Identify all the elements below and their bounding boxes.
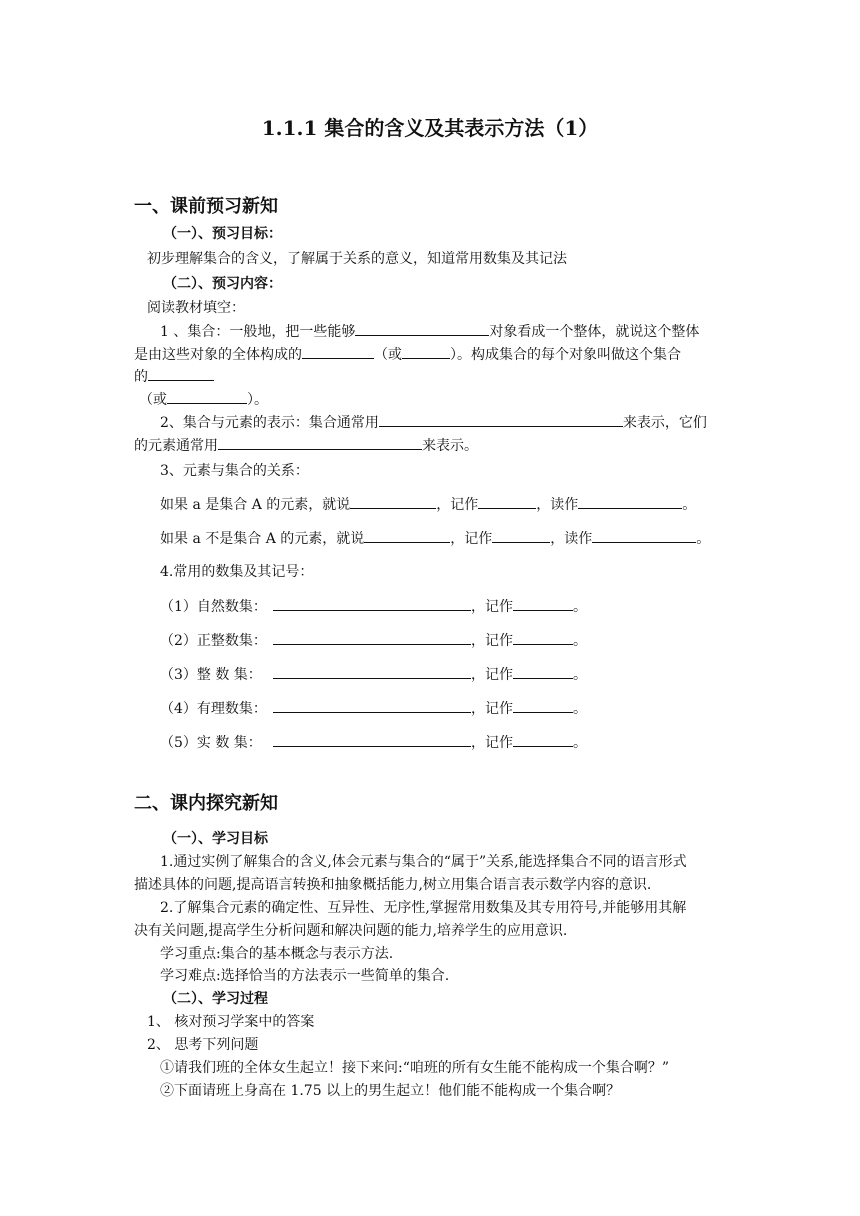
item1-line3	[134, 366, 214, 387]
number-set-note: ，记作	[471, 701, 513, 717]
item1-text-e: ）。构成集合的每个对象叫做这个集合	[450, 347, 681, 363]
number-set-row	[160, 732, 587, 753]
number-set-label: （3）整 数 集：	[160, 667, 262, 683]
item1-text-g: （或	[139, 392, 167, 408]
item1-line2	[134, 344, 681, 365]
not-belong-line	[160, 528, 710, 549]
item1-text-b: 对象看成一个整体，就说这个整体	[489, 324, 700, 340]
number-set-end: 。	[573, 633, 587, 649]
notbelong-text-b: ，记作	[450, 531, 493, 547]
belong-text-c: ，读作	[536, 497, 579, 513]
fill-blank[interactable]	[273, 596, 471, 611]
process-step-2: 2、 思考下列问题	[147, 1037, 259, 1053]
goal2-line1: 2.了解集合元素的确定性、互异性、无序性,掌握常用数集及其专用符号,并能够用其解	[160, 900, 687, 916]
belong-text-d: 。	[682, 497, 697, 513]
item1-line4	[139, 389, 268, 410]
fill-blank[interactable]	[218, 435, 422, 450]
number-set-end: 。	[573, 701, 587, 717]
fill-blank[interactable]	[592, 528, 696, 543]
number-set-label: （5）实 数 集：	[160, 735, 262, 751]
number-set-label: （2）正整数集：	[160, 633, 267, 649]
preview-content-heading: （二）、预习内容：	[163, 276, 282, 292]
number-set-end: 。	[573, 667, 587, 683]
fill-blank[interactable]	[273, 732, 471, 747]
fill-blank[interactable]	[273, 698, 471, 713]
goal1-line1: 1.通过实例了解集合的含义,体会元素与集合的“属于”关系,能选择集合不同的语言形式	[160, 854, 687, 870]
item2-line2	[134, 435, 478, 456]
fill-blank[interactable]	[302, 344, 374, 359]
fill-blank[interactable]	[578, 494, 682, 509]
number-set-label: （1）自然数集：	[160, 599, 267, 615]
item1-text-f: 的	[134, 369, 148, 385]
item2-text-a: 2、集合与元素的表示：集合通常用	[160, 415, 379, 431]
belong-text-a: 如果 a 是集合 A 的元素，就说	[160, 497, 351, 513]
read-instruction: 阅读教材填空：	[147, 300, 245, 316]
goal1-line2: 描述具体的问题,提高语言转换和抽象概括能力,树立用集合语言表示数学内容的意识.	[134, 877, 652, 893]
question-2: ②下面请班上身高在 1.75 以上的男生起立！他们能不能构成一个集合啊？	[160, 1083, 621, 1099]
item2-text-c: 的元素通常用	[134, 438, 218, 454]
preview-goal-text: 初步理解集合的含义，了解属于关系的意义，知道常用数集及其记法	[147, 251, 567, 267]
fill-blank[interactable]	[350, 494, 436, 509]
fill-blank[interactable]	[167, 389, 247, 404]
goal2-line2: 决有关问题,提高学生分析问题和解决问题的能力,培养学生的应用意识.	[134, 923, 568, 939]
section1-heading: 一、课前预习新知	[134, 196, 278, 217]
document-title: 1.1.1 集合的含义及其表示方法（1）	[261, 116, 599, 140]
item2-text-b: 来表示，它们	[622, 415, 707, 431]
item1-text-h: ）。	[247, 392, 268, 408]
fill-blank[interactable]	[478, 494, 536, 509]
item1-text-c: 是由这些对象的全体构成的	[134, 347, 302, 363]
item1-text-d: （或	[374, 347, 402, 363]
key-point: 学习重点:集合的基本概念与表示方法.	[160, 946, 394, 962]
number-set-row	[160, 630, 587, 651]
fill-blank[interactable]	[364, 528, 450, 543]
fill-blank[interactable]	[355, 321, 489, 336]
item2-line1	[160, 412, 707, 433]
number-set-note: ，记作	[471, 599, 513, 615]
learning-goal-heading: （一）、学习目标	[163, 831, 268, 847]
number-set-row	[160, 664, 587, 685]
fill-blank[interactable]	[379, 412, 623, 427]
item4-heading: 4.常用的数集及其记号：	[160, 564, 314, 580]
item1-line1	[160, 321, 699, 342]
number-set-note: ，记作	[471, 735, 513, 751]
fill-blank[interactable]	[513, 698, 573, 713]
question-1: ①请我们班的全体女生起立！接下来问:“咱班的所有女生能不能构成一个集合啊？”	[160, 1060, 670, 1076]
process-step-1: 1、 核对预习学案中的答案	[147, 1014, 315, 1030]
number-set-note: ，记作	[471, 633, 513, 649]
notbelong-text-d: 。	[696, 531, 711, 547]
fill-blank[interactable]	[492, 528, 550, 543]
process-heading: （二）、学习过程	[163, 991, 268, 1007]
fill-blank[interactable]	[402, 344, 450, 359]
fill-blank[interactable]	[513, 732, 573, 747]
notbelong-text-a: 如果 a 不是集合 A 的元素，就说	[160, 531, 365, 547]
belong-line	[160, 494, 696, 515]
fill-blank[interactable]	[148, 366, 214, 381]
number-set-end: 。	[573, 735, 587, 751]
fill-blank[interactable]	[513, 664, 573, 679]
item2-text-d: 来表示。	[422, 438, 478, 454]
section2-heading: 二、课内探究新知	[134, 793, 278, 814]
number-set-note: ，记作	[471, 667, 513, 683]
preview-goal-heading: （一）、预习目标：	[163, 226, 282, 242]
item3-heading: 3、元素与集合的关系：	[160, 463, 309, 479]
fill-blank[interactable]	[273, 664, 471, 679]
notbelong-text-c: ，读作	[550, 531, 593, 547]
number-set-end: 。	[573, 599, 587, 615]
fill-blank[interactable]	[273, 630, 471, 645]
difficulty-point: 学习难点:选择恰当的方法表示一些简单的集合.	[160, 968, 450, 984]
number-set-label: （4）有理数集：	[160, 701, 267, 717]
number-set-row	[160, 596, 587, 617]
number-set-row	[160, 698, 587, 719]
item1-text-a: 1 、集合：一般地，把一些能够	[160, 324, 356, 340]
fill-blank[interactable]	[513, 596, 573, 611]
fill-blank[interactable]	[513, 630, 573, 645]
belong-text-b: ，记作	[436, 497, 479, 513]
